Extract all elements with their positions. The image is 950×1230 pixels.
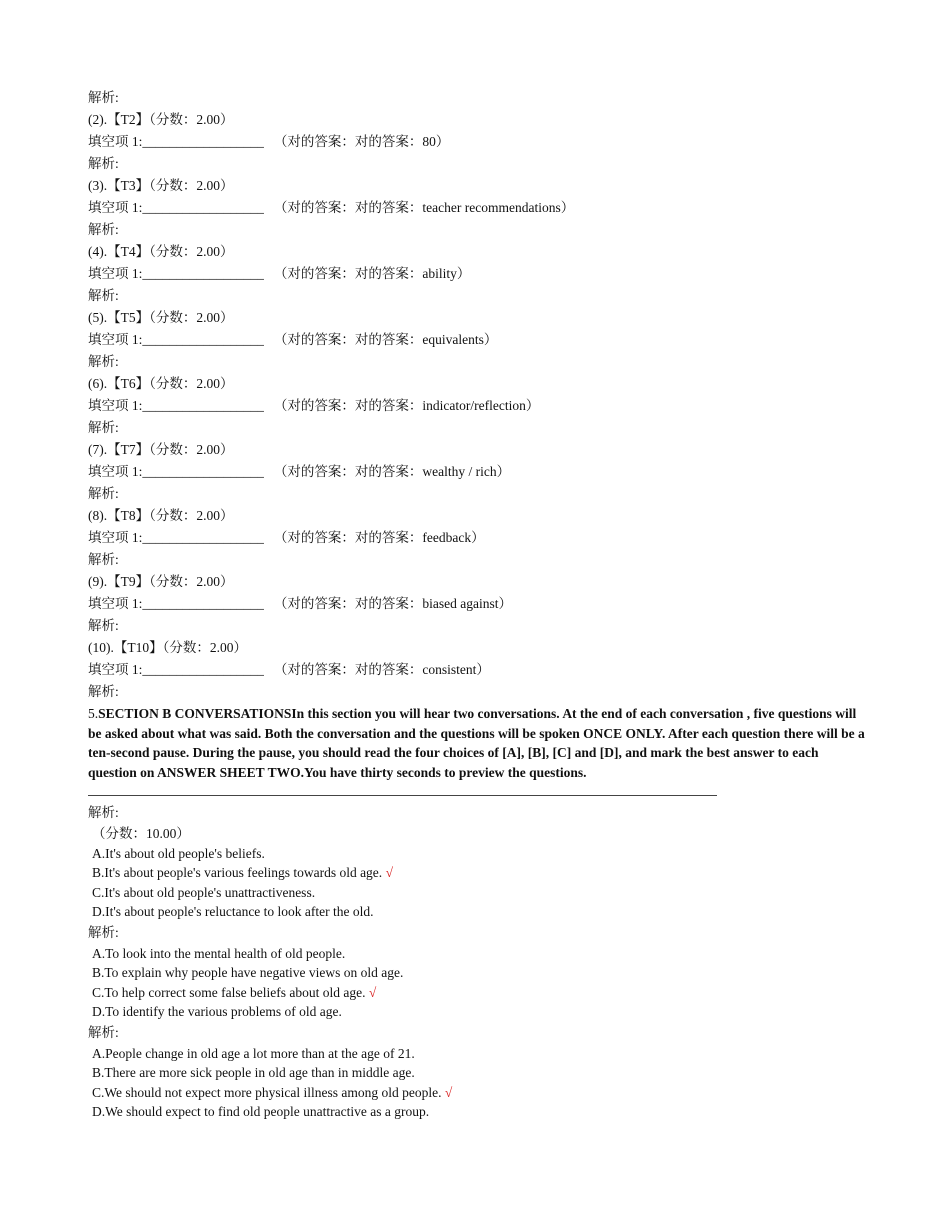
- question-header: [88, 241, 868, 263]
- option-text: B.To explain why people have negative views on old age.: [92, 965, 404, 980]
- option-text: C.It's about old people's unattractiveness.: [92, 884, 316, 900]
- correct-answer: （对的答案：对的答案：equivalents）: [273, 332, 498, 347]
- answer-blank[interactable]: __________________: [142, 530, 264, 545]
- option-d[interactable]: [88, 1002, 868, 1022]
- question-score: （分数：2.00）: [149, 508, 234, 523]
- check-icon: √: [444, 1084, 453, 1100]
- fill-item: [88, 241, 868, 307]
- analysis-label: 解析:: [88, 156, 119, 171]
- answer-rule-line[interactable]: [88, 784, 717, 796]
- analysis-label: 解析:: [88, 618, 119, 633]
- fill-item: [88, 439, 868, 505]
- question-score: （分数：2.00）: [149, 244, 234, 259]
- answer-line: [88, 527, 868, 549]
- correct-answer: （对的答案：对的答案：wealthy / rich）: [273, 464, 511, 479]
- correct-answer: （对的答案：对的答案：indicator/reflection）: [273, 398, 540, 413]
- answer-line: [88, 461, 868, 483]
- analysis-label: 解析:: [88, 684, 119, 699]
- mc-question: [88, 844, 868, 944]
- option-b[interactable]: [88, 863, 868, 883]
- question-tag: 【T3】: [107, 178, 150, 193]
- question-tag: 【T6】: [107, 376, 150, 391]
- option-text: D.We should expect to find old people unattractive as a group.: [92, 1104, 430, 1119]
- fill-item: [88, 109, 868, 175]
- field-label: 填空项 1:: [88, 134, 143, 149]
- option-text: A.People change in old age a lot more than at the age of 21.: [92, 1045, 415, 1061]
- correct-answer: （对的答案：对的答案：consistent）: [273, 662, 490, 677]
- fill-item: [88, 571, 868, 637]
- field-label: 填空项 1:: [88, 596, 143, 611]
- answer-line: [88, 593, 868, 615]
- mc-question: [88, 944, 868, 1044]
- question-tag: 【T5】: [107, 310, 150, 325]
- question-score: （分数：2.00）: [149, 376, 234, 391]
- question-tag: 【T9】: [107, 574, 150, 589]
- question-score: （分数：2.00）: [149, 178, 234, 193]
- question-score: （分数：2.00）: [149, 442, 234, 457]
- question-header: [88, 571, 868, 593]
- question-score: （分数：2.00）: [149, 310, 234, 325]
- answer-blank[interactable]: __________________: [142, 200, 264, 215]
- question-index: (10).: [88, 640, 114, 655]
- field-label: 填空项 1:: [88, 662, 143, 677]
- question-header: [88, 505, 868, 527]
- question-tag: 【T10】: [113, 640, 163, 655]
- fill-items: [88, 109, 868, 703]
- answer-blank[interactable]: __________________: [142, 398, 264, 413]
- analysis-label: 解析:: [88, 222, 119, 237]
- option-text: C.We should not expect more physical illness among old people.: [92, 1084, 442, 1100]
- option-c[interactable]: [88, 883, 868, 903]
- field-label: 填空项 1:: [88, 398, 143, 413]
- fill-item: [88, 505, 868, 571]
- question-header: [88, 175, 868, 197]
- fill-item: [88, 307, 868, 373]
- answer-blank[interactable]: __________________: [142, 464, 264, 479]
- field-label: 填空项 1:: [88, 200, 143, 215]
- question-index: (8).: [88, 508, 108, 523]
- answer-line: [88, 197, 868, 219]
- answer-blank[interactable]: __________________: [142, 134, 264, 149]
- correct-answer: （对的答案：对的答案：biased against）: [273, 596, 512, 611]
- correct-answer: （对的答案：对的答案：ability）: [273, 266, 471, 281]
- check-icon: √: [368, 984, 377, 1000]
- question-index: (5).: [88, 310, 108, 325]
- question-header: [88, 373, 868, 395]
- answer-blank[interactable]: __________________: [142, 662, 264, 677]
- correct-answer: （对的答案：对的答案：teacher recommendations）: [273, 200, 575, 215]
- option-text: A.It's about old people's beliefs.: [92, 845, 265, 861]
- section-number: 5.: [88, 706, 99, 721]
- field-label: 填空项 1:: [88, 332, 143, 347]
- answer-line: [88, 329, 868, 351]
- analysis-label: 解析:: [88, 90, 119, 105]
- analysis-label: 解析:: [88, 420, 119, 435]
- question-tag: 【T7】: [107, 442, 150, 457]
- option-text: B.It's about people's various feelings towards old age.: [92, 865, 383, 880]
- answer-line: [88, 659, 868, 681]
- mc-question: [88, 1044, 868, 1122]
- analysis-label: 解析:: [88, 354, 119, 369]
- fill-item: [88, 373, 868, 439]
- answer-line: [88, 131, 868, 153]
- question-score: （分数：2.00）: [149, 112, 234, 127]
- analysis-label: 解析:: [88, 924, 119, 940]
- option-text: C.To help correct some false beliefs about old age.: [92, 984, 366, 1000]
- question-tag: 【T4】: [107, 244, 150, 259]
- option-c[interactable]: [88, 983, 868, 1003]
- option-b[interactable]: [88, 1063, 868, 1083]
- question-tag: 【T2】: [107, 112, 150, 127]
- answer-line: [88, 395, 868, 417]
- question-index: (7).: [88, 442, 108, 457]
- question-score: （分数：2.00）: [162, 640, 247, 655]
- fill-item: [88, 175, 868, 241]
- option-a[interactable]: [88, 1044, 868, 1064]
- analysis-label: 解析:: [88, 805, 119, 820]
- correct-answer: （对的答案：对的答案：80）: [273, 134, 450, 149]
- option-a[interactable]: [88, 944, 868, 964]
- field-label: 填空项 1:: [88, 464, 143, 479]
- answer-blank[interactable]: __________________: [142, 266, 264, 281]
- question-header: [88, 439, 868, 461]
- question-header: [88, 307, 868, 329]
- option-text: D.To identify the various problems of old age.: [92, 1004, 342, 1019]
- answer-blank[interactable]: __________________: [142, 596, 264, 611]
- check-icon: √: [385, 865, 393, 880]
- option-d[interactable]: [88, 902, 868, 922]
- option-text: B.There are more sick people in old age than in middle age.: [92, 1065, 415, 1080]
- analysis-label: 解析:: [88, 552, 119, 567]
- analysis-label: 解析:: [88, 288, 119, 303]
- field-label: 填空项 1:: [88, 530, 143, 545]
- field-label: 填空项 1:: [88, 266, 143, 281]
- fill-item: [88, 637, 868, 703]
- option-a[interactable]: [88, 844, 868, 864]
- answer-blank[interactable]: __________________: [142, 332, 264, 347]
- option-b[interactable]: [88, 963, 868, 983]
- analysis-label: 解析:: [88, 1024, 119, 1040]
- question-score: （分数：2.00）: [149, 574, 234, 589]
- answer-line: [88, 263, 868, 285]
- correct-answer: （对的答案：对的答案：feedback）: [273, 530, 485, 545]
- option-d[interactable]: [88, 1102, 868, 1122]
- option-text: A.To look into the mental health of old people.: [92, 945, 346, 961]
- question-index: (4).: [88, 244, 108, 259]
- option-c[interactable]: [88, 1083, 868, 1103]
- option-text: D.It's about people's reluctance to look after the old.: [92, 904, 374, 919]
- question-header: [88, 637, 868, 659]
- question-index: (9).: [88, 574, 108, 589]
- section-heading: [88, 704, 868, 782]
- section-instructions: SECTION B CONVERSATIONSIn this section you will hear two conversations. At the end of each conversation , five questions will be asked about what was said. Both the conversation and the questions will be spoken ONCE ONLY. After each question there will be a ten-second pause. During the pause, you should read the four choices of [A], [B], [C] and [D], and mark the best answer to each question on ANSWER SHEET TWO.You have thirty seconds to preview the questions.: [88, 706, 865, 780]
- question-header: [88, 109, 868, 131]
- question-index: (6).: [88, 376, 108, 391]
- question-tag: 【T8】: [107, 508, 150, 523]
- document-page: [88, 87, 868, 1122]
- section-score: （分数：10.00）: [92, 826, 190, 841]
- question-index: (3).: [88, 178, 108, 193]
- question-index: (2).: [88, 112, 108, 127]
- analysis-label: 解析:: [88, 486, 119, 501]
